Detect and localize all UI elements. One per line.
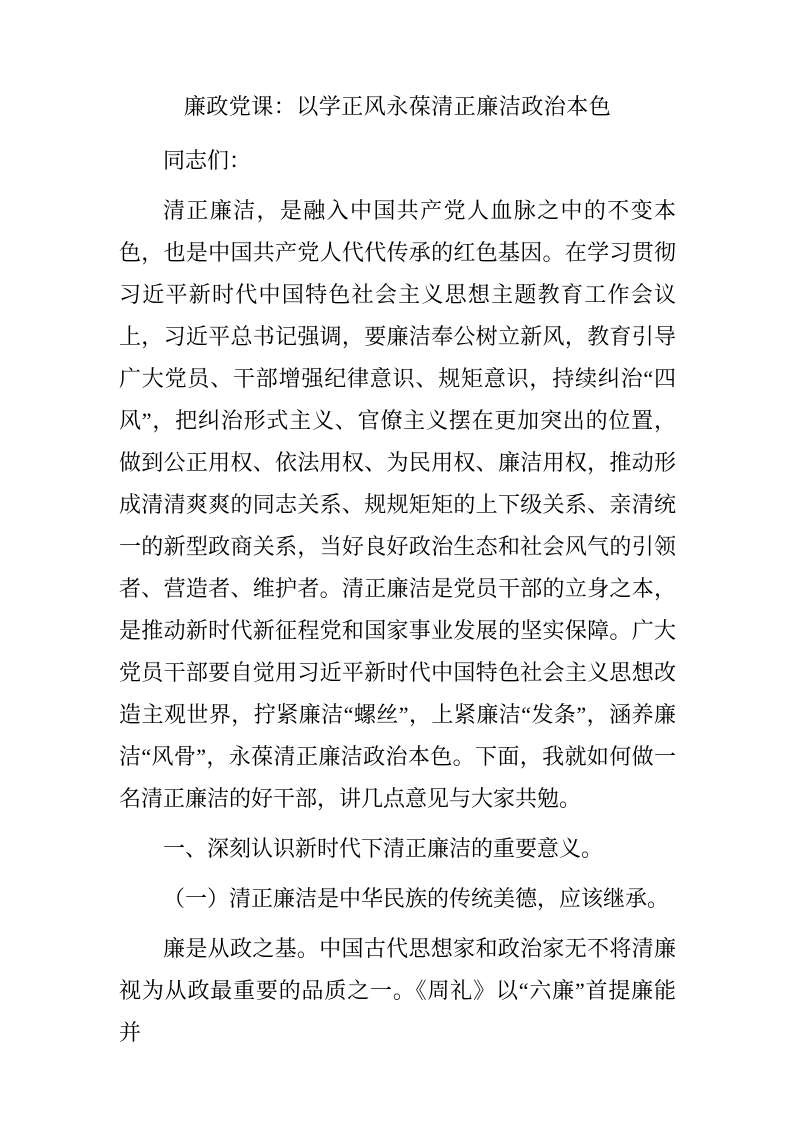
subsection-heading: （一）清正廉洁是中华民族的传统美德，应该继承。 [163,886,670,911]
salutation: 同志们： [163,148,252,173]
section-heading: 一、深刻认识新时代下清正廉洁的重要意义。 [163,836,604,861]
body-paragraph: 廉是从政之基。中国古代思想家和政治家无不将清廉视为从政最重要的品质之一。《周礼》以“六廉”首提廉能并 [119,936,676,1045]
document-title: 廉政党课：以学正风永葆清正廉洁政治本色 [183,94,612,119]
intro-paragraph: 清正廉洁，是融入中国共产党人血脉之中的不变本色，也是中国共产党人代代传承的红色基因。在学习贯彻习近平新时代中国特色社会主义思想主题教育工作会议上，习近平总书记强调，要廉洁奉公树立新风，教育引导广大党员、干部增强纪律意识、规矩意识，持续纠治“四风”，把纠治形式主义、官僚主义摆在更加突出的位置，做到公正用权、依法用权、为民用权、廉洁用权，推动形成清清爽爽的同志关系、规规矩矩的上下级关系、亲清统一的新型政商关系，当好良好政治生态和社会风气的引领者、营造者、维护者。清正廉洁是党员干部的立身之本，是推动新时代新征程党和国家事业发展的坚实保障。广大党员干部要自觉用习近平新时代中国特色社会主义思想改造主观世界，拧紧廉洁“螺丝”，上紧廉洁“发条”，涵养廉洁“风骨”，永葆清正廉洁政治本色。下面，我就如何做一名清正廉洁的好干部，讲几点意见与大家共勉。 [119,198,676,811]
document-content [119,86,676,1054]
